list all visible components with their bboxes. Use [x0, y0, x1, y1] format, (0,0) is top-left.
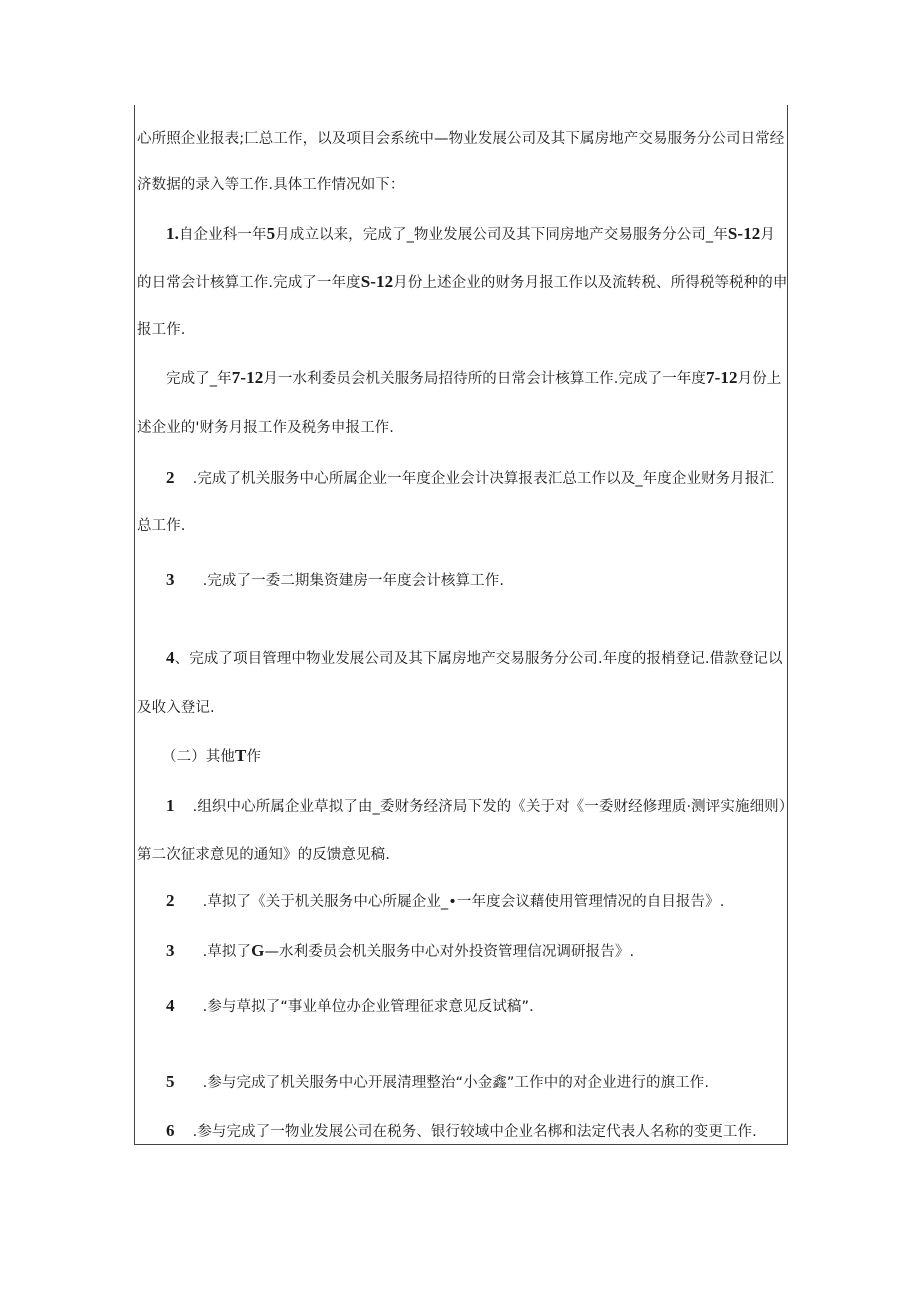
- item-4-line-2: 及收入登记.: [137, 700, 215, 716]
- item-1-line-2: 的日常会计核算工作.完成了一年度S-12月份上述企业的财务月报工作以及流转税、所得税等税种的申: [137, 272, 788, 291]
- item-1b-line-2: 述企业的'财务月报工作及税务申报工作.: [137, 420, 394, 436]
- other-item-1-line-1: 1 .组织中心所属企业草拟了由_委财务经济局下发的《关于对《一委财经修理质·测评实施细则）: [166, 796, 794, 815]
- item-1b-line-1: 完成了_年7-12月一水利委员会机关服务局招待所的日常会计核算工作.完成了一年度7-12月份上: [166, 368, 782, 387]
- item-2-line-2: 总工作.: [137, 518, 186, 534]
- item-2-line-1: 2 .完成了机关服务中心所属企业一年度企业会计决算报表汇总工作以及_年度企业财务月报汇: [166, 468, 775, 487]
- other-item-4-line: 4 .参与草拟了“事业单位办企业管理征求意见反试稿”.: [166, 996, 534, 1015]
- paragraph-line-1: 心所照企业报表;匚总工作，以及项目会系统中—物业发展公司及其下属房地产交易服务分公司日常经: [137, 131, 785, 147]
- document-frame: [134, 105, 788, 1145]
- item-1-line-1: 1.自企业科一年5月成立以来，完成了_物业发展公司及其下同房地产交易服务分公司_年S-12月: [166, 224, 776, 243]
- other-item-1-line-2: 第二次征求意见的通知》的反馈意见稿.: [137, 847, 390, 863]
- other-item-5-line: 5 .参与完成了机关服务中心开展清理整治“小金鑫”工作中的对企业进行的旗工作.: [166, 1072, 710, 1091]
- item-4-line-1: 4、完成了项目管理中物业发展公司及其下属房地产交易服务分公司.年度的报梢登记.借款登记以: [166, 648, 783, 667]
- item-number: 1.: [166, 224, 179, 243]
- item-3-line: 3 .完成了一委二期集资建房一年度会计核算工作.: [166, 570, 505, 589]
- item-1-line-3: 报工作.: [137, 322, 186, 338]
- other-item-3-line: 3 .草拟了G—水利委员会机关服务中心对外投资管理信况调研报告》.: [166, 941, 635, 960]
- other-item-6-line: 6 .参与完成了一物业发展公司在税务、银行较域中企业名梆和法定代表人名称的变更工作.: [166, 1121, 757, 1140]
- paragraph-line-2: 济数据的录入等工作.具体工作情况如下：: [137, 177, 405, 193]
- section-heading-other: （二）其他T作: [162, 746, 262, 765]
- other-item-2-line: 2 .草拟了《关于机关服务中心所屣企业_•一年度会议藉使用管理情况的自目报告》.: [166, 891, 725, 910]
